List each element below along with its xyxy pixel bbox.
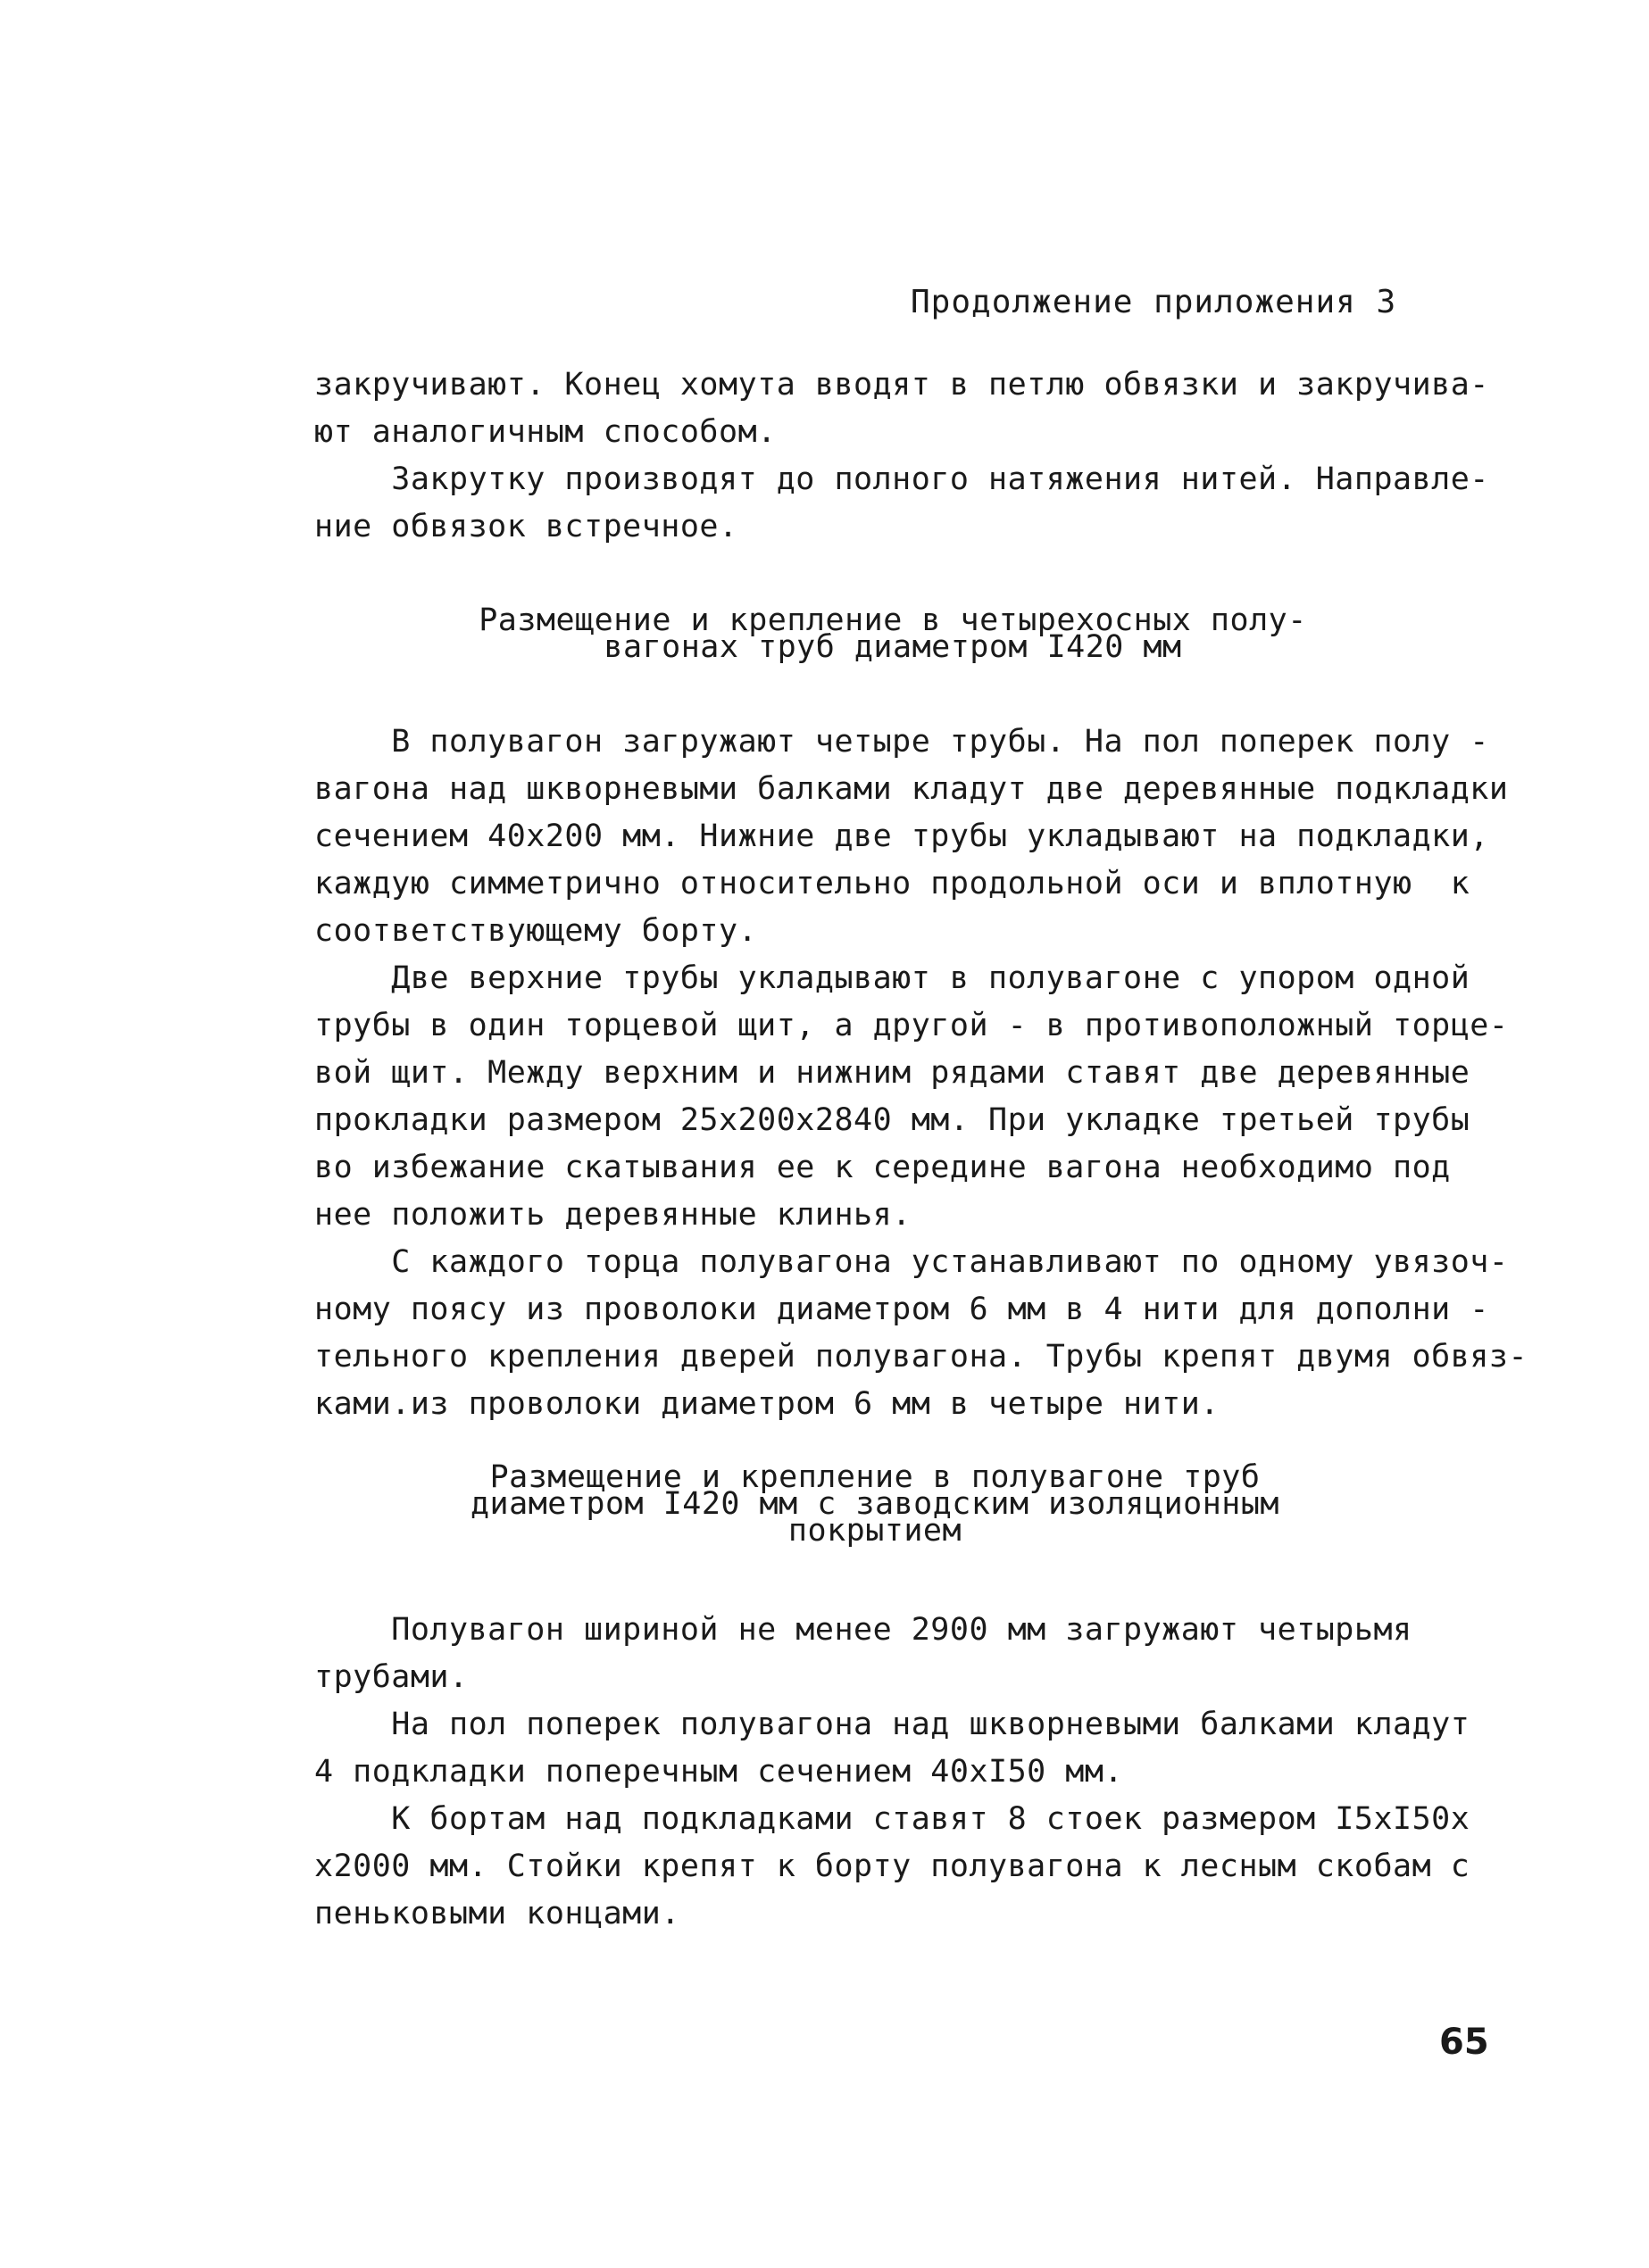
page-number: 65 [1439,2022,1489,2063]
text-line: ками.из проволоки диаметром 6 мм в четыре нити. [314,1386,1220,1422]
text-line: вагона над шкворневыми балками кладут две деревянные подкладки [314,771,1509,807]
text-line: ют аналогичным способом. [314,414,777,450]
text-line: трубы в один торцевой щит, а другой - в противоположный торце- [314,1008,1509,1043]
text-line: прокладки размером 25x200x2840 мм. При укладке третьей трубы [314,1102,1470,1138]
text-line: В полувагон загружают четыре трубы. На пол поперек полу - [314,724,1489,760]
heading-line: Размещение и крепление в четырехосных полу- [479,602,1307,638]
section-heading-2 [429,1459,1321,1549]
text-line: Две верхние трубы укладывают в полувагоне с упором одной [314,960,1470,996]
text-line: каждую симметрично относительно продольной оси и вплотную к [314,866,1470,901]
text-line: ному поясу из проволоки диаметром 6 мм в 4 нити для дополни - [314,1292,1489,1327]
heading-line: диаметром I420 мм с заводским изоляционным [470,1486,1279,1522]
text-line: На пол поперек полувагона над шкворневыми балками кладут [314,1707,1470,1742]
heading-line: вагонах труб диаметром I420 мм [604,629,1182,665]
text-line: вой щит. Между верхним и нижним рядами ставят две деревянные [314,1055,1470,1091]
section-2-body [314,1607,1470,1938]
text-line: Полувагон шириной не менее 2900 мм загружают четырьмя [314,1612,1412,1648]
text-line: нее положить деревянные клинья. [314,1197,912,1233]
heading-line: Размещение и крепление в полувагоне труб [489,1459,1261,1495]
text-line: С каждого торца полувагона устанавливают по одному увязоч- [314,1244,1509,1280]
text-line: во избежание скатывания ее к середине вагона необходимо под [314,1150,1451,1185]
text-line: закручивают. Конец хомута вводят в петлю обвязки и закручива- [314,367,1489,403]
text-line: трубами. [314,1659,469,1695]
text-line: ние обвязок встречное. [314,509,738,544]
section-heading-1 [446,602,1339,665]
text-line: тельного крепления дверей полувагона. Трубы крепят двумя обвяз- [314,1339,1528,1375]
heading-line: покрытием [787,1513,962,1549]
intro-paragraphs [314,361,1489,551]
text-line: 4 подкладки поперечным сечением 40xI50 мм. [314,1754,1124,1790]
section-1-body [314,719,1528,1428]
text-line: сечением 40x200 мм. Нижние две трубы укладывают на подкладки, [314,818,1489,854]
text-line: пеньковыми концами. [314,1896,680,1932]
continuation-header: Продолжение приложения 3 [911,284,1397,320]
text-line: x2000 мм. Стойки крепят к борту полувагона к лесным скобам с [314,1848,1470,1884]
text-line: К бортам над подкладками ставят 8 стоек размером I5xI50x [314,1801,1470,1837]
text-line: соответствующему борту. [314,913,758,949]
text-line: Закрутку производят до полного натяжения нитей. Направле- [314,461,1489,497]
